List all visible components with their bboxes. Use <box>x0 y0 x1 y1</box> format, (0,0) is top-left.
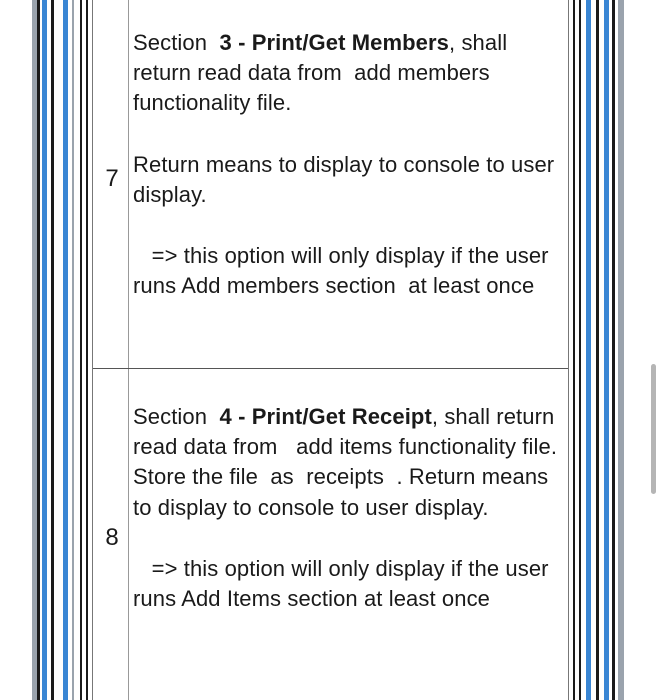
paragraph-gap <box>133 119 563 150</box>
paragraph <box>133 554 563 614</box>
table-right-border <box>568 0 569 700</box>
left-border-blue-2 <box>63 0 68 700</box>
right-border-black-4 <box>612 0 615 700</box>
requirement-text <box>133 28 563 301</box>
vertical-scrollbar[interactable] <box>651 364 656 494</box>
text-span: => this option will only display if the user runs Add Items section at least once <box>133 555 555 612</box>
left-border-gray-2 <box>72 0 74 700</box>
left-border-black-inner <box>51 0 54 700</box>
right-border-blue-2 <box>604 0 609 700</box>
row-separator <box>93 368 568 369</box>
left-border-black-2 <box>80 0 82 700</box>
bold-section-title: 3 - Print/Get Members <box>219 30 450 55</box>
right-border-black-1 <box>573 0 575 700</box>
paragraph <box>133 241 563 301</box>
paragraph <box>133 150 563 210</box>
left-border-black-outer <box>37 0 40 700</box>
row-number: 7 <box>105 165 119 192</box>
text-span: , shall return read data from add items functionality file. Store the file as receipts . Return means to display to console to user display. <box>133 404 570 520</box>
text-span: Section <box>133 30 220 55</box>
paragraph-gap <box>133 523 563 554</box>
text-span: => this option will only display if the user runs Add members section at least once <box>133 243 555 299</box>
text-span: , shall return read data from add members functionality file. <box>133 30 514 116</box>
right-border-black-2 <box>579 0 581 700</box>
bold-section-title: 4 - Print/Get Receipt <box>219 404 432 429</box>
table-left-border <box>92 0 93 700</box>
right-border-black-3 <box>596 0 599 700</box>
paragraph-gap <box>133 210 563 241</box>
paragraph <box>133 28 563 119</box>
requirement-text <box>133 402 570 614</box>
right-border-gray <box>618 0 624 700</box>
left-border-blue <box>42 0 47 700</box>
row-number: 8 <box>105 524 119 551</box>
left-border-black-3 <box>86 0 88 700</box>
paragraph <box>133 402 570 523</box>
text-span: Return means to display to console to user display. <box>133 151 561 207</box>
text-span: Section <box>133 404 220 429</box>
right-border-blue-1 <box>586 0 591 700</box>
column-divider <box>128 0 129 700</box>
